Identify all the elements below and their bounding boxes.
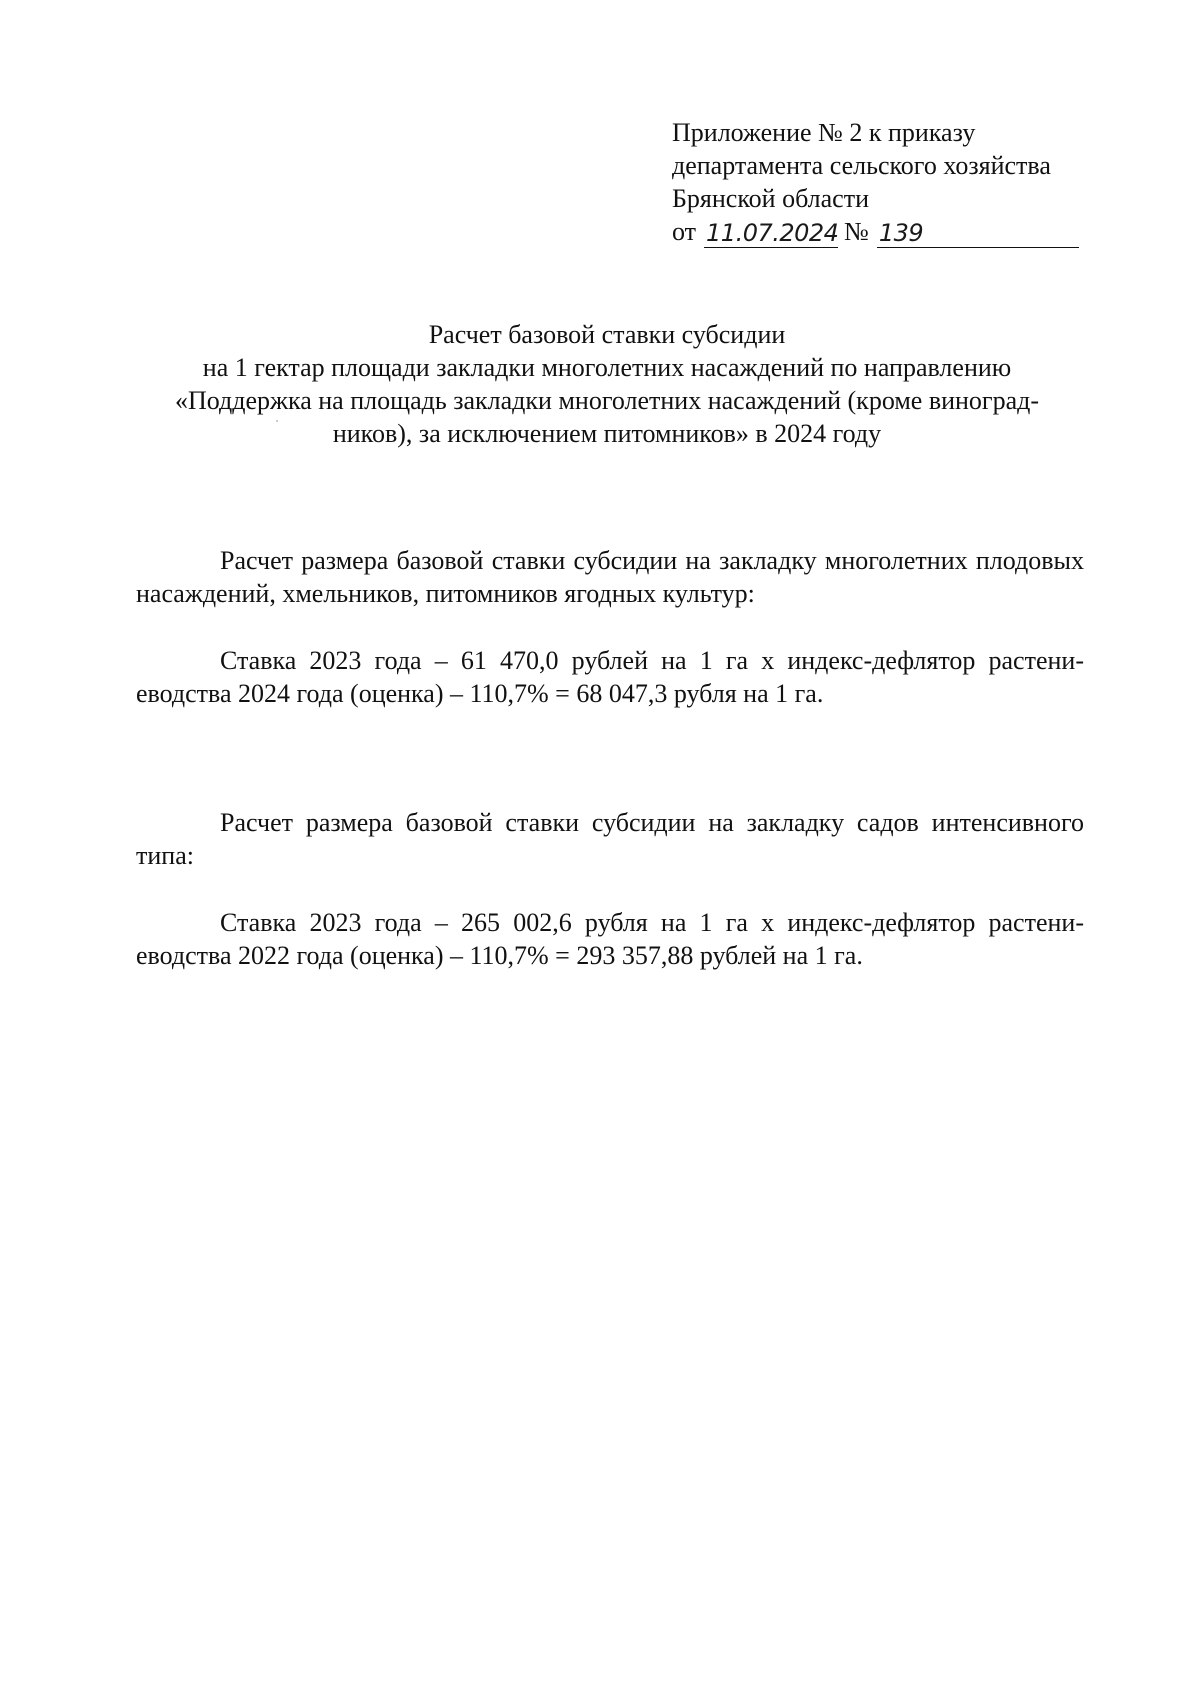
appendix-header xyxy=(672,116,1092,248)
appendix-line-3: Брянской области xyxy=(672,184,869,213)
section-2-heading: Расчет размера базовой ставки субсидии на закладку садов интенсивного типа: xyxy=(136,808,1084,870)
handwritten-date: 11.07.2024 xyxy=(706,219,839,247)
from-label: от xyxy=(672,217,697,246)
appendix-line-2: департамента сельского хозяйства xyxy=(672,151,1051,180)
title-line-1: Расчет базовой ставки субсидии xyxy=(428,320,786,349)
section-1-calculation: Ставка 2023 года – 61 470,0 рублей на 1 га х индекс-дефлятор растениеводства 2024 года (оценка) – 110,7% = 68 047,3 рубля на 1 га. xyxy=(136,646,1084,708)
section-1-heading: Расчет размера базовой ставки субсидии на закладку многолетних плодовых насаждений, хмельников, питомников ягодных культур: xyxy=(136,546,1084,608)
number-label: № xyxy=(844,217,869,246)
title-line-2: на 1 гектар площади закладки многолетних насаждений по направлению xyxy=(202,353,1012,382)
title-line-4: ников), за исключением питомников» в 2024 году xyxy=(332,419,882,448)
appendix-line-1: Приложение № 2 к приказу xyxy=(672,118,976,147)
section-2-calculation: Ставка 2023 года – 265 002,6 рубля на 1 га х индекс-дефлятор растениеводства 2022 года (оценка) – 110,7% = 293 357,88 рублей на 1 га. xyxy=(136,908,1084,970)
handwritten-number: 139 xyxy=(877,219,1079,248)
order-date-number-line xyxy=(672,215,1092,248)
title-line-3: «Поддержка на площадь закладки многолетних насаждений (кроме виноград- xyxy=(174,386,1040,415)
document-title xyxy=(130,318,1084,450)
